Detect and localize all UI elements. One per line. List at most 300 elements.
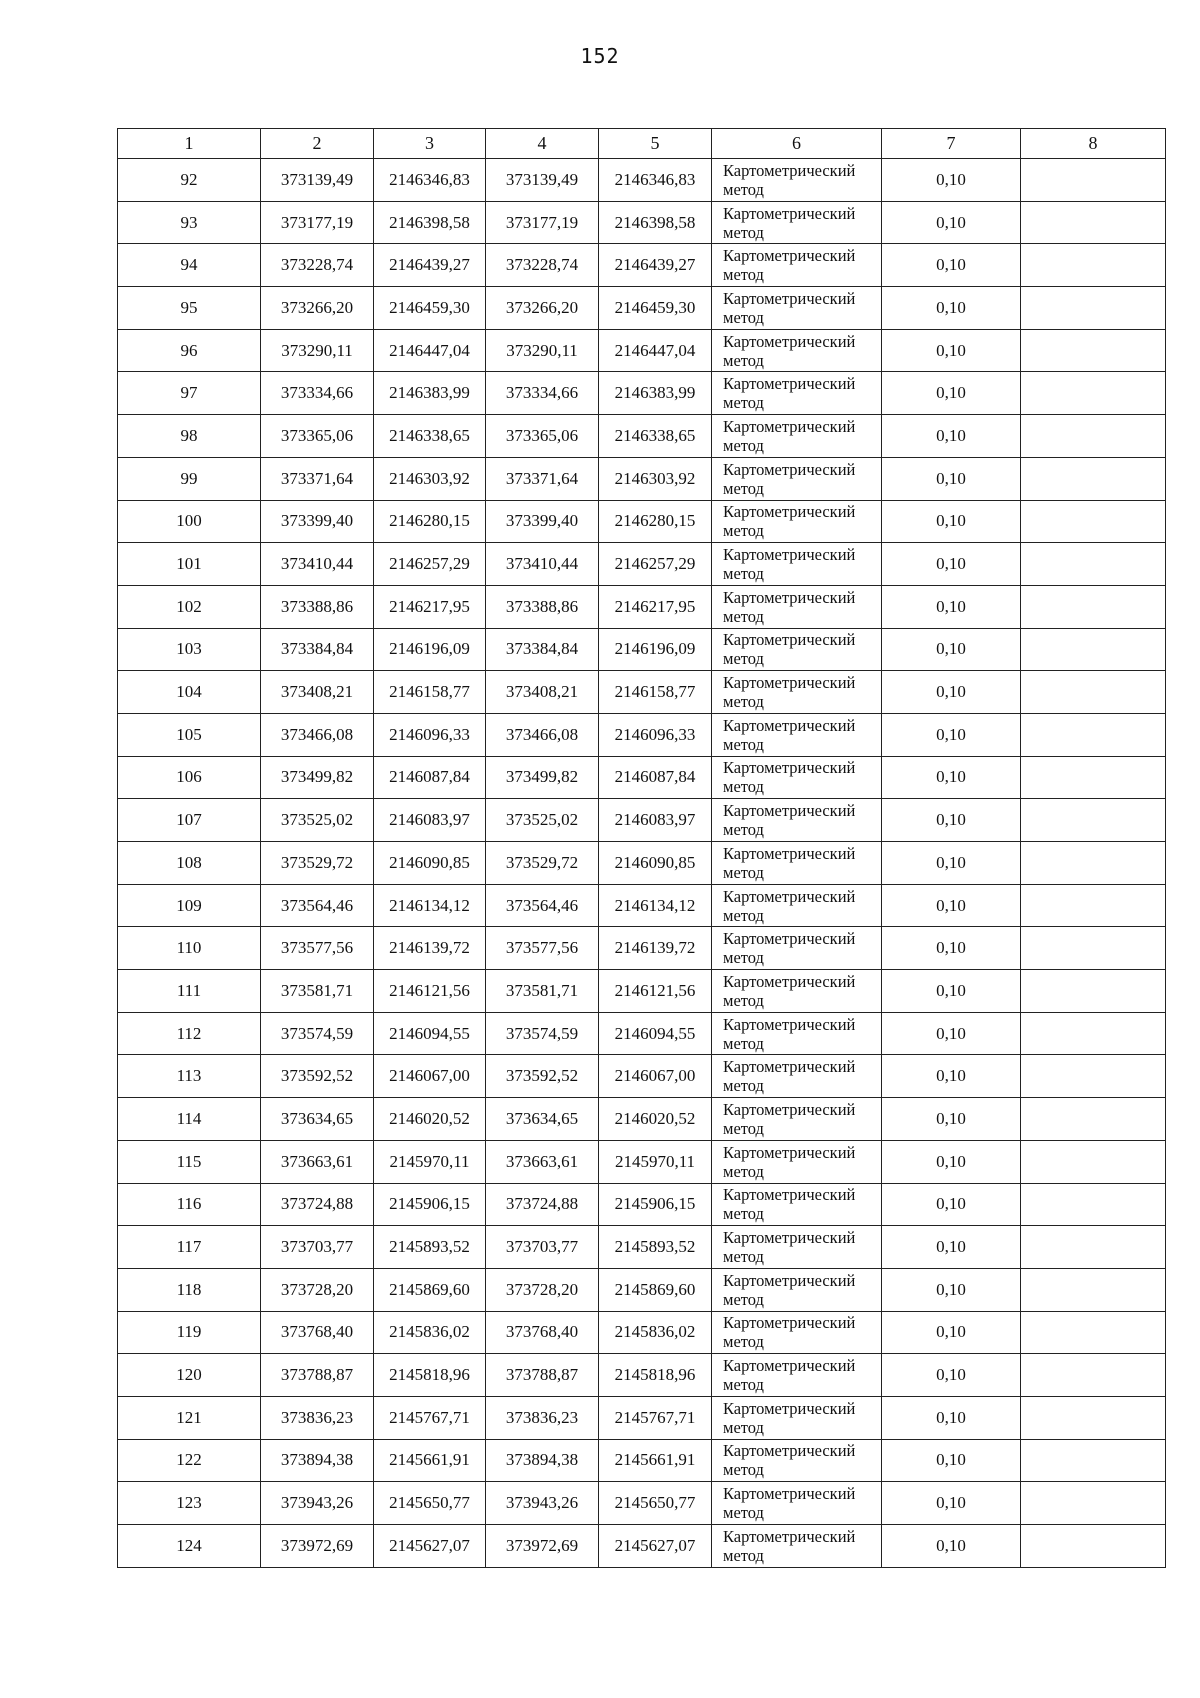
point-number-cell: 105 [118,713,261,756]
x-coordinate-cell: 373371,64 [486,457,599,500]
method-line-1: Картометрический [723,715,856,735]
method-line-1: Картометрический [723,1014,856,1034]
method-cell [712,1055,882,1098]
accuracy-cell: 0,10 [882,1055,1021,1098]
table-row [118,201,1166,244]
column-header-4: 4 [486,129,599,159]
x-coordinate-cell: 373408,21 [261,671,374,714]
x-coordinate-cell: 373768,40 [486,1311,599,1354]
y-coordinate-cell: 2146346,83 [374,159,486,202]
accuracy-cell: 0,10 [882,842,1021,885]
x-coordinate-cell: 373724,88 [261,1183,374,1226]
y-coordinate-cell: 2146196,09 [374,628,486,671]
notes-cell [1021,799,1166,842]
coordinates-table [117,128,1166,1568]
y-coordinate-cell: 2146087,84 [599,756,712,799]
point-number-cell: 108 [118,842,261,885]
y-coordinate-cell: 2146257,29 [599,543,712,586]
notes-cell [1021,1055,1166,1098]
notes-cell [1021,415,1166,458]
method-line-1: Картометрический [723,801,856,821]
y-coordinate-cell: 2146083,97 [374,799,486,842]
y-coordinate-cell: 2145906,15 [599,1183,712,1226]
point-number-cell: 124 [118,1525,261,1568]
method-line-2: метод [723,905,764,925]
method-line-2: метод [723,1076,764,1096]
x-coordinate-cell: 373410,44 [261,543,374,586]
method-line-2: метод [723,435,764,455]
x-coordinate-cell: 373365,06 [261,415,374,458]
method-line-2: метод [723,606,764,626]
y-coordinate-cell: 2145650,77 [599,1482,712,1525]
notes-cell [1021,1183,1166,1226]
table-row [118,1482,1166,1525]
notes-cell [1021,671,1166,714]
point-number-cell: 93 [118,201,261,244]
method-cell [712,713,882,756]
point-number-cell: 118 [118,1268,261,1311]
method-line-2: метод [723,1118,764,1138]
notes-cell [1021,1525,1166,1568]
method-cell [712,500,882,543]
method-cell [712,1311,882,1354]
x-coordinate-cell: 373972,69 [261,1525,374,1568]
accuracy-cell: 0,10 [882,1183,1021,1226]
header-row [118,129,1166,159]
x-coordinate-cell: 373139,49 [261,159,374,202]
accuracy-cell: 0,10 [882,159,1021,202]
y-coordinate-cell: 2145818,96 [374,1354,486,1397]
y-coordinate-cell: 2145818,96 [599,1354,712,1397]
x-coordinate-cell: 373408,21 [486,671,599,714]
method-line-1: Картометрический [723,1484,856,1504]
table-row [118,543,1166,586]
method-line-1: Картометрический [723,331,856,351]
x-coordinate-cell: 373634,65 [261,1098,374,1141]
point-number-cell: 103 [118,628,261,671]
y-coordinate-cell: 2146096,33 [374,713,486,756]
method-line-1: Картометрический [723,1057,856,1077]
notes-cell [1021,628,1166,671]
method-line-2: метод [723,265,764,285]
method-cell [712,1525,882,1568]
method-line-1: Картометрический [723,288,856,308]
table-row [118,1268,1166,1311]
method-line-2: метод [723,393,764,413]
point-number-cell: 97 [118,372,261,415]
x-coordinate-cell: 373529,72 [486,842,599,885]
method-line-1: Картометрический [723,1441,856,1461]
method-cell [712,799,882,842]
method-line-1: Картометрический [723,843,856,863]
y-coordinate-cell: 2146303,92 [599,457,712,500]
notes-cell [1021,756,1166,799]
method-line-2: метод [723,1375,764,1395]
y-coordinate-cell: 2146139,72 [599,927,712,970]
method-line-2: метод [723,350,764,370]
method-cell [712,1482,882,1525]
y-coordinate-cell: 2146158,77 [599,671,712,714]
method-line-2: метод [723,990,764,1010]
method-cell [712,671,882,714]
x-coordinate-cell: 373499,82 [486,756,599,799]
point-number-cell: 94 [118,244,261,287]
notes-cell [1021,884,1166,927]
point-number-cell: 98 [118,415,261,458]
x-coordinate-cell: 373371,64 [261,457,374,500]
x-coordinate-cell: 373499,82 [261,756,374,799]
y-coordinate-cell: 2146338,65 [374,415,486,458]
page-number: 152 [580,44,620,68]
point-number-cell: 109 [118,884,261,927]
method-cell [712,159,882,202]
method-line-1: Картометрический [723,374,856,394]
notes-cell [1021,244,1166,287]
table-row [118,1226,1166,1269]
x-coordinate-cell: 373290,11 [486,329,599,372]
method-cell [712,1183,882,1226]
method-cell [712,1396,882,1439]
y-coordinate-cell: 2146439,27 [374,244,486,287]
table-row [118,457,1166,500]
point-number-cell: 95 [118,287,261,330]
accuracy-cell: 0,10 [882,799,1021,842]
y-coordinate-cell: 2146090,85 [374,842,486,885]
x-coordinate-cell: 373703,77 [486,1226,599,1269]
column-header-1: 1 [118,129,261,159]
y-coordinate-cell: 2146087,84 [374,756,486,799]
x-coordinate-cell: 373388,86 [486,585,599,628]
y-coordinate-cell: 2145970,11 [599,1140,712,1183]
y-coordinate-cell: 2145627,07 [599,1525,712,1568]
y-coordinate-cell: 2146096,33 [599,713,712,756]
table-row [118,628,1166,671]
method-cell [712,1268,882,1311]
method-line-2: метод [723,478,764,498]
x-coordinate-cell: 373177,19 [486,201,599,244]
y-coordinate-cell: 2145893,52 [599,1226,712,1269]
method-line-1: Картометрический [723,971,856,991]
accuracy-cell: 0,10 [882,1268,1021,1311]
y-coordinate-cell: 2146346,83 [599,159,712,202]
method-cell [712,927,882,970]
accuracy-cell: 0,10 [882,671,1021,714]
x-coordinate-cell: 373466,08 [261,713,374,756]
point-number-cell: 119 [118,1311,261,1354]
point-number-cell: 96 [118,329,261,372]
method-cell [712,1354,882,1397]
method-line-1: Картометрический [723,246,856,266]
notes-cell [1021,1354,1166,1397]
point-number-cell: 113 [118,1055,261,1098]
accuracy-cell: 0,10 [882,1012,1021,1055]
table-row [118,287,1166,330]
x-coordinate-cell: 373634,65 [486,1098,599,1141]
method-cell [712,970,882,1013]
y-coordinate-cell: 2146196,09 [599,628,712,671]
y-coordinate-cell: 2145893,52 [374,1226,486,1269]
accuracy-cell: 0,10 [882,628,1021,671]
column-header-5: 5 [599,129,712,159]
method-line-2: метод [723,649,764,669]
table-row [118,927,1166,970]
accuracy-cell: 0,10 [882,500,1021,543]
x-coordinate-cell: 373410,44 [486,543,599,586]
point-number-cell: 110 [118,927,261,970]
x-coordinate-cell: 373334,66 [261,372,374,415]
table-row [118,585,1166,628]
column-header-2: 2 [261,129,374,159]
table-row [118,713,1166,756]
notes-cell [1021,543,1166,586]
y-coordinate-cell: 2145627,07 [374,1525,486,1568]
accuracy-cell: 0,10 [882,1140,1021,1183]
method-line-1: Картометрический [723,587,856,607]
column-header-7: 7 [882,129,1021,159]
y-coordinate-cell: 2146134,12 [374,884,486,927]
point-number-cell: 115 [118,1140,261,1183]
method-cell [712,1098,882,1141]
method-line-1: Картометрический [723,545,856,565]
x-coordinate-cell: 373592,52 [261,1055,374,1098]
method-line-2: метод [723,1460,764,1480]
y-coordinate-cell: 2145661,91 [599,1439,712,1482]
table-row [118,159,1166,202]
method-cell [712,842,882,885]
notes-cell [1021,329,1166,372]
x-coordinate-cell: 373266,20 [261,287,374,330]
notes-cell [1021,713,1166,756]
method-line-1: Картометрический [723,416,856,436]
accuracy-cell: 0,10 [882,1525,1021,1568]
table-row [118,1012,1166,1055]
accuracy-cell: 0,10 [882,970,1021,1013]
table-row [118,244,1166,287]
y-coordinate-cell: 2146280,15 [374,500,486,543]
y-coordinate-cell: 2146134,12 [599,884,712,927]
method-line-2: метод [723,307,764,327]
x-coordinate-cell: 373728,20 [261,1268,374,1311]
method-cell [712,756,882,799]
x-coordinate-cell: 373788,87 [261,1354,374,1397]
x-coordinate-cell: 373592,52 [486,1055,599,1098]
x-coordinate-cell: 373290,11 [261,329,374,372]
accuracy-cell: 0,10 [882,927,1021,970]
y-coordinate-cell: 2146094,55 [374,1012,486,1055]
y-coordinate-cell: 2146121,56 [599,970,712,1013]
accuracy-cell: 0,10 [882,1482,1021,1525]
notes-cell [1021,372,1166,415]
method-line-2: метод [723,1204,764,1224]
notes-cell [1021,1268,1166,1311]
notes-cell [1021,842,1166,885]
method-line-2: метод [723,1332,764,1352]
table-row [118,1098,1166,1141]
point-number-cell: 111 [118,970,261,1013]
y-coordinate-cell: 2145836,02 [374,1311,486,1354]
accuracy-cell: 0,10 [882,329,1021,372]
notes-cell [1021,1439,1166,1482]
accuracy-cell: 0,10 [882,713,1021,756]
method-line-2: метод [723,1289,764,1309]
y-coordinate-cell: 2146439,27 [599,244,712,287]
method-cell [712,543,882,586]
notes-cell [1021,1098,1166,1141]
notes-cell [1021,927,1166,970]
method-line-1: Картометрический [723,1228,856,1248]
accuracy-cell: 0,10 [882,1098,1021,1141]
method-line-1: Картометрический [723,1099,856,1119]
accuracy-cell: 0,10 [882,457,1021,500]
point-number-cell: 92 [118,159,261,202]
method-line-1: Картометрический [723,886,856,906]
accuracy-cell: 0,10 [882,372,1021,415]
x-coordinate-cell: 373574,59 [486,1012,599,1055]
x-coordinate-cell: 373564,46 [486,884,599,927]
y-coordinate-cell: 2146158,77 [374,671,486,714]
accuracy-cell: 0,10 [882,884,1021,927]
method-cell [712,884,882,927]
method-cell [712,372,882,415]
method-line-2: метод [723,948,764,968]
accuracy-cell: 0,10 [882,244,1021,287]
table-row [118,1311,1166,1354]
y-coordinate-cell: 2146459,30 [599,287,712,330]
column-header-6: 6 [712,129,882,159]
point-number-cell: 116 [118,1183,261,1226]
method-cell [712,1439,882,1482]
y-coordinate-cell: 2146020,52 [374,1098,486,1141]
point-number-cell: 99 [118,457,261,500]
y-coordinate-cell: 2146398,58 [599,201,712,244]
y-coordinate-cell: 2146338,65 [599,415,712,458]
point-number-cell: 107 [118,799,261,842]
x-coordinate-cell: 373529,72 [261,842,374,885]
y-coordinate-cell: 2146217,95 [599,585,712,628]
method-line-1: Картометрический [723,1356,856,1376]
method-line-1: Картометрический [723,1142,856,1162]
x-coordinate-cell: 373972,69 [486,1525,599,1568]
x-coordinate-cell: 373577,56 [261,927,374,970]
y-coordinate-cell: 2146383,99 [374,372,486,415]
x-coordinate-cell: 373943,26 [261,1482,374,1525]
table-row [118,1439,1166,1482]
method-line-1: Картометрический [723,203,856,223]
method-line-1: Картометрический [723,1313,856,1333]
method-line-1: Картометрический [723,502,856,522]
method-line-1: Картометрический [723,630,856,650]
method-line-2: метод [723,1033,764,1053]
x-coordinate-cell: 373564,46 [261,884,374,927]
point-number-cell: 117 [118,1226,261,1269]
x-coordinate-cell: 373399,40 [261,500,374,543]
point-number-cell: 123 [118,1482,261,1525]
x-coordinate-cell: 373266,20 [486,287,599,330]
x-coordinate-cell: 373177,19 [261,201,374,244]
x-coordinate-cell: 373365,06 [486,415,599,458]
y-coordinate-cell: 2145767,71 [374,1396,486,1439]
method-line-2: метод [723,222,764,242]
method-cell [712,415,882,458]
y-coordinate-cell: 2146067,00 [599,1055,712,1098]
method-line-2: метод [723,179,764,199]
y-coordinate-cell: 2146398,58 [374,201,486,244]
notes-cell [1021,159,1166,202]
y-coordinate-cell: 2146083,97 [599,799,712,842]
notes-cell [1021,1140,1166,1183]
y-coordinate-cell: 2146090,85 [599,842,712,885]
notes-cell [1021,1226,1166,1269]
method-line-2: метод [723,862,764,882]
point-number-cell: 101 [118,543,261,586]
point-number-cell: 100 [118,500,261,543]
y-coordinate-cell: 2145869,60 [599,1268,712,1311]
y-coordinate-cell: 2145970,11 [374,1140,486,1183]
point-number-cell: 102 [118,585,261,628]
table-body [118,159,1166,1568]
y-coordinate-cell: 2146067,00 [374,1055,486,1098]
method-line-1: Картометрический [723,1270,856,1290]
notes-cell [1021,1396,1166,1439]
accuracy-cell: 0,10 [882,756,1021,799]
table-row [118,1140,1166,1183]
table-row [118,1055,1166,1098]
x-coordinate-cell: 373724,88 [486,1183,599,1226]
table-row [118,842,1166,885]
method-cell [712,457,882,500]
table-row [118,372,1166,415]
x-coordinate-cell: 373663,61 [261,1140,374,1183]
method-cell [712,287,882,330]
y-coordinate-cell: 2146121,56 [374,970,486,1013]
accuracy-cell: 0,10 [882,1311,1021,1354]
method-line-2: метод [723,777,764,797]
notes-cell [1021,287,1166,330]
y-coordinate-cell: 2146280,15 [599,500,712,543]
method-line-2: метод [723,1247,764,1267]
accuracy-cell: 0,10 [882,585,1021,628]
x-coordinate-cell: 373768,40 [261,1311,374,1354]
table-row [118,884,1166,927]
method-line-1: Картометрический [723,929,856,949]
x-coordinate-cell: 373894,38 [261,1439,374,1482]
table-row [118,756,1166,799]
method-line-2: метод [723,1545,764,1565]
x-coordinate-cell: 373384,84 [486,628,599,671]
x-coordinate-cell: 373334,66 [486,372,599,415]
notes-cell [1021,1012,1166,1055]
accuracy-cell: 0,10 [882,201,1021,244]
table-row [118,415,1166,458]
table-row [118,500,1166,543]
accuracy-cell: 0,10 [882,1226,1021,1269]
accuracy-cell: 0,10 [882,543,1021,586]
accuracy-cell: 0,10 [882,1396,1021,1439]
notes-cell [1021,1482,1166,1525]
y-coordinate-cell: 2146094,55 [599,1012,712,1055]
method-line-1: Картометрический [723,1185,856,1205]
x-coordinate-cell: 373139,49 [486,159,599,202]
y-coordinate-cell: 2145836,02 [599,1311,712,1354]
x-coordinate-cell: 373577,56 [486,927,599,970]
table-row [118,1396,1166,1439]
y-coordinate-cell: 2146383,99 [599,372,712,415]
accuracy-cell: 0,10 [882,1439,1021,1482]
x-coordinate-cell: 373663,61 [486,1140,599,1183]
y-coordinate-cell: 2146020,52 [599,1098,712,1141]
x-coordinate-cell: 373466,08 [486,713,599,756]
x-coordinate-cell: 373574,59 [261,1012,374,1055]
